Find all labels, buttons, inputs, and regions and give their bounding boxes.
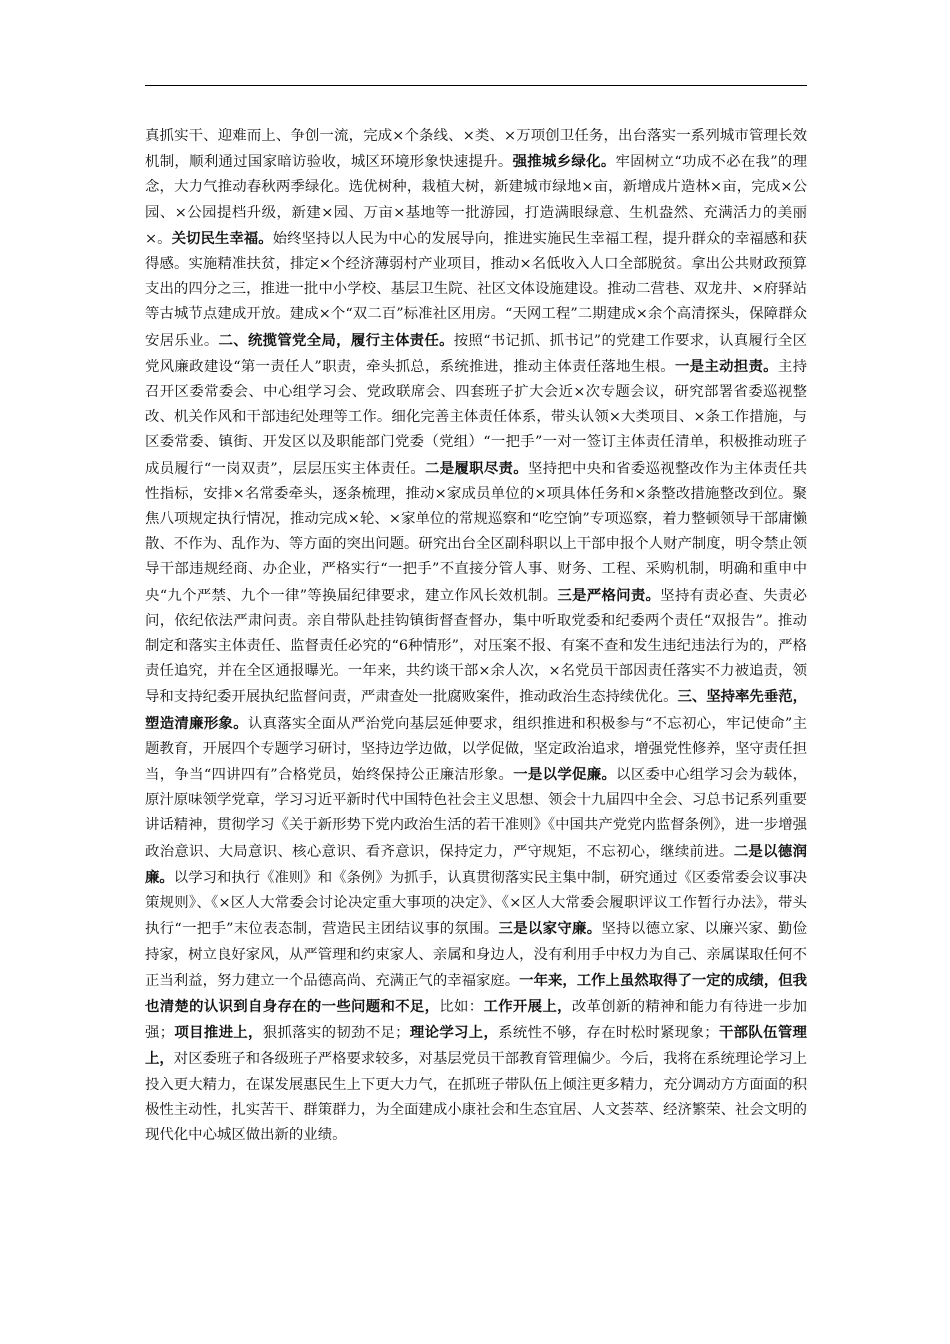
bold-heading: 强推城乡绿化。 (512, 153, 616, 171)
bold-heading: 三是严格问责。 (557, 586, 661, 604)
bold-heading: 干部队伍管理上， (145, 1024, 807, 1068)
text-segment: 系统性不够，存在时松时紧现象； (498, 1025, 719, 1042)
text-segment: 以学习和执行《准则》和《条例》为抓手，认真贯彻落实民主集中制，研究通过《区委常委会议事决策规则》、《×区人大常委会讨论决定重大事项的决定》、《×区人大常委会履职评议工作暂行办法》，带头执行“一把手”末位表态制，营造民主团结议事的氛围。 (145, 869, 807, 938)
text-segment: 始终坚持以人民为中心的发展导向，推进实施民生幸福工程，提升群众的幸福感和获得感。实施精准扶贫，排定×个经济薄弱村产业项目，推动×名低收入人口全部脱贫。拿出公共财政预算支出的四分之三，推进一批中小学校、基层卫生院、社区文体设施建设。推动二营巷、双龙井、×府驿站等古城节点建成开放。建成×个“双二百”标准社区用房。“天网工程”二期建成×余个高清探头，保障群众安居乐业。 (145, 230, 807, 349)
text-segment: 坚持以德立家、以廉兴家、勤俭持家，树立良好家风，从严管理和约束家人、亲属和身边人，没有利用手中权力为自己、亲属谋取任何不正当利益，努力建立一个品德高尚、充满正气的幸福家庭。 (145, 921, 807, 989)
section-heading: 二、统揽管党全局，履行主体责任。 (218, 331, 454, 349)
text-segment: 坚持把中央和省委巡视整改作为主体责任共性指标，安排×名常委牵头，逐条梳理，推动×家成员单位的×项具体任务和×条整改措施整改到位。聚焦八项规定执行情况，推动完成×轮、×家单位的常规巡察和“吃空饷”专项巡察，着力整顿领导干部庸懒散、不作为、乱作为、等方面的突出问题。研究出台全区副科职以上干部申报个人财产制度，明令禁止领导干部违规经商、办企业，严格实行“一把手”不直接分管人事、财务、工程、采购机制，明确和重申中央“九个严禁、九个一律”等换届纪律要求，建立作风长效机制。 (145, 460, 807, 604)
text-segment: 狠抓落实的韧劲不足； (262, 1025, 410, 1042)
section-heading: 三、坚持率先垂范，塑造清廉形象。 (145, 688, 807, 732)
text-segment: 认真落实全面从严治党向基层延伸要求，组织推进和积极参与“不忘初心，牢记使命”主题教育，开展四个专题学习研讨，坚持边学边做，以学促做，坚定政治追求，增强党性修养，坚守责任担当，争当“四讲四有”合格党员，始终保持公正廉洁形象。 (145, 715, 807, 784)
bold-heading: 关切民生幸福。 (171, 229, 273, 247)
bold-heading: 二是以德润廉。 (145, 842, 807, 886)
bold-heading: 项目推进上， (174, 1024, 263, 1042)
bold-heading: 工作开展上， (483, 997, 572, 1015)
bold-heading: 三是以家守廉。 (498, 920, 602, 938)
bold-heading: 理论学习上， (409, 1024, 499, 1042)
text-segment: 以区委中心组学习会为载体，原汁原味领学党章，学习习近平新时代中国特色社会主义思想、领会十九届四中全会、习总书记系列重要讲话精神，贯彻学习《关于新形势下党内政治生活的若干准则》《中国共产党党内监督条例》，进一步增强政治意识、大局意识、核心意识、看齐意识，保持定力，严守规矩，不忘初心，继续前进。 (145, 767, 807, 860)
text-segment: 对区委班子和各级班子严格要求较多，对基层党员干部教育管理偏少。今后，我将在系统理论学习上投入更大精力，在谋发展惠民生上下更大力气，在抓班子带队伍上倾注更多精力，充分调动方方面面的积极性主动性，扎实苦干、群策群力，为全面建成小康社会和生态宜居、人文荟萃、经济繁荣、社会文明的现代化中心城区做出新的业绩。 (145, 1051, 807, 1143)
text-segment: 改革创新的精神和能力有待进一步加强； (145, 998, 807, 1042)
text-segment: 坚持有责必查、失责必问，依纪依法严肃问责。亲自带队赴挂钩镇街督查督办，集中听取党委和纪委两个责任“双报告”。推动制定和落实主体责任、监督责任必究的“6种情形”，对压案不报、有案不查和发生违纪违法行为的，严格责任追究，并在全区通报曝光。一年来，共约谈干部×余人次，×名党员干部因责任落实不力被追责，领导和支持纪委开展执纪监督问责，严肃查处一批腐败案件，推动政治生态持续优化。 (145, 587, 807, 706)
header-rule (145, 85, 807, 86)
text-segment: 牢固树立“功成不必在我”的理念，大力气推动春秋两季绿化。选优树种，栽植大树，新建城市绿地×亩，新增成片造林×亩，完成×公园、×公园提档升级，新建×园、万亩×基地等一批游园，打造满眼绿意、生机盎然、充满活力的美丽×。 (145, 154, 807, 247)
bold-heading: 一是主动担责。 (674, 357, 778, 375)
text-segment: 比如： (439, 998, 484, 1015)
body-text (145, 124, 807, 1148)
bold-heading: 二是履职尽责。 (425, 459, 528, 477)
bold-summary: 一年来，工作上虽然取得了一定的成绩，但我也清楚的认识到自身存在的一些问题和不足， (145, 971, 807, 1015)
bold-heading: 一是以学促廉。 (513, 766, 617, 784)
text-segment: 真抓实干、迎难而上、争创一流，完成×个条线、×类、×万项创卫任务，出台落实一系列城市管理长效机制，顺利通过国家暗访验收，城区环境形象快速提升。 (145, 128, 807, 171)
body-paragraph (145, 124, 807, 1148)
text-segment: 主持召开区委常委会、中心组学习会、党政联席会、四套班子扩大会近×次专题会议，研究部署省委巡视整改、机关作风和干部违纪处理等工作。细化完善主体责任体系，带头认领×大类项目、×条工作措施，与区委常委、镇街、开发区以及职能部门党委（党组）“一把手”一对一签订主体责任清单，积极推动班子成员履行“一岗双责”，层层压实主体责任。 (145, 358, 807, 477)
text-segment: 按照“书记抓、抓书记”的党建工作要求，认真履行全区党风廉政建设“第一责任人”职责，牵头抓总，系统推进，推动主体责任落地生根。 (145, 332, 807, 375)
